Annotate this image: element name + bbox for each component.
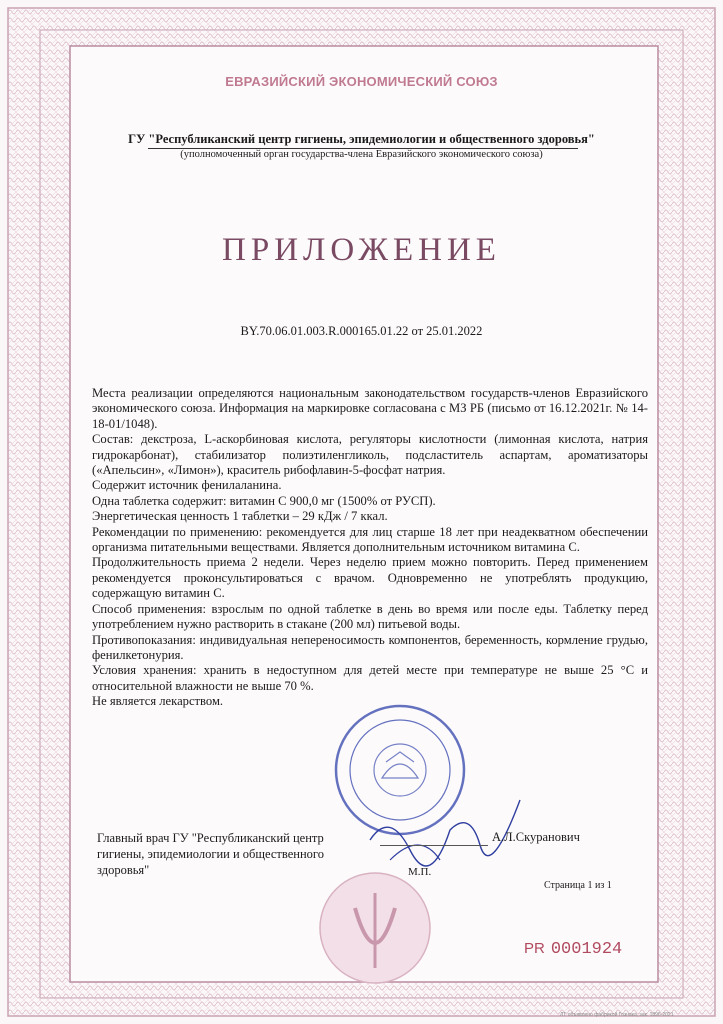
paragraph-contraindications: Противопоказания: индивидуальная непереносимость компонентов, беременность, кормление грудью, фенилкетонурия.: [92, 632, 648, 662]
signature-line: [380, 845, 488, 846]
serial-digits: 0001924: [550, 940, 623, 959]
paragraph-recommendations: Рекомендации по применению: рекомендуется для лиц старше 18 лет при неадекватном обеспечении организма питательными веществами. Является дополнительным источником витамина С.: [92, 524, 648, 555]
paragraph-duration: Продолжительность приема 2 недели. Через неделю прием можно повторить. Перед применением рекомендуется проконсультироваться с врачом. Одновременно не употреблять продукцию, содержащую витамин С.: [92, 555, 648, 601]
union-title: ЕВРАЗИЙСКИЙ ЭКОНОМИЧЕСКИЙ СОЮЗ: [225, 74, 498, 89]
paragraph-composition: Состав: декстроза, L-аскорбиновая кислота, регуляторы кислотности (лимонная кислота, натрия гидрокарбонат), стабилизатор полиэтиленгликоль, подсластитель аспартам, ароматизаторы («Апельсин», «Лимон»), краситель рибофлавин-5-фосфат натрия.: [92, 432, 648, 478]
paragraph-storage: Условия хранения: хранить в недоступном для детей месте при температуре не выше 25 °С и относительной влажности не выше 70 %.: [92, 663, 648, 693]
paragraph-phenylalanine: Содержит источник фенилаланина.: [92, 478, 282, 493]
organization-name: ГУ "Республиканский центр гигиены, эпидемиологии и общественного здоровья": [128, 132, 595, 146]
registration-number: BY.70.06.01.003.R.000165.01.22 от 25.01.2022: [240, 324, 483, 338]
document-title: ПРИЛОЖЕНИЕ: [222, 232, 501, 268]
signer-position: Главный врач ГУ "Республиканский центр гигиены, эпидемиологии и общественного здоровья": [97, 831, 324, 877]
paragraph-vitamin-content: Одна таблетка содержит: витамин С 900,0 мг (1500% от РУСП).: [92, 493, 436, 508]
paragraph-not-medicine: Не является лекарством.: [92, 694, 224, 709]
appendix-body: [92, 386, 648, 710]
printer-footer: ЛТ объявлено фабрикой Гознака, зак. 1896-2021: [560, 1012, 674, 1018]
signer-name: А.Л.Скуранович: [492, 830, 580, 844]
hygiene-emblem-watermark: [300, 868, 450, 988]
serial-prefix: PR: [524, 940, 545, 957]
paragraph-usage: Способ применения: взрослым по одной таблетке в день во время или после еды. Таблетку перед употреблением нужно растворить в стакане (200 мл) питьевой воды.: [92, 601, 648, 632]
paragraph-energy: Энергетическая ценность 1 таблетки – 29 кДж / 7 ккал.: [92, 509, 388, 524]
paragraph-sale: Места реализации определяются национальным законодательством государств-членов Евразийского экономического союза. Информация на маркировке согласована с МЗ РБ (письмо от 16.12.2021г. № 14-18-01/1048).: [92, 386, 648, 431]
page-number: Страница 1 из 1: [544, 880, 612, 891]
organization-note: (уполномоченный орган государства-члена Евразийского экономического союза): [180, 149, 543, 160]
serial-number: [524, 940, 622, 959]
seal-place-label: М.П.: [408, 866, 432, 878]
